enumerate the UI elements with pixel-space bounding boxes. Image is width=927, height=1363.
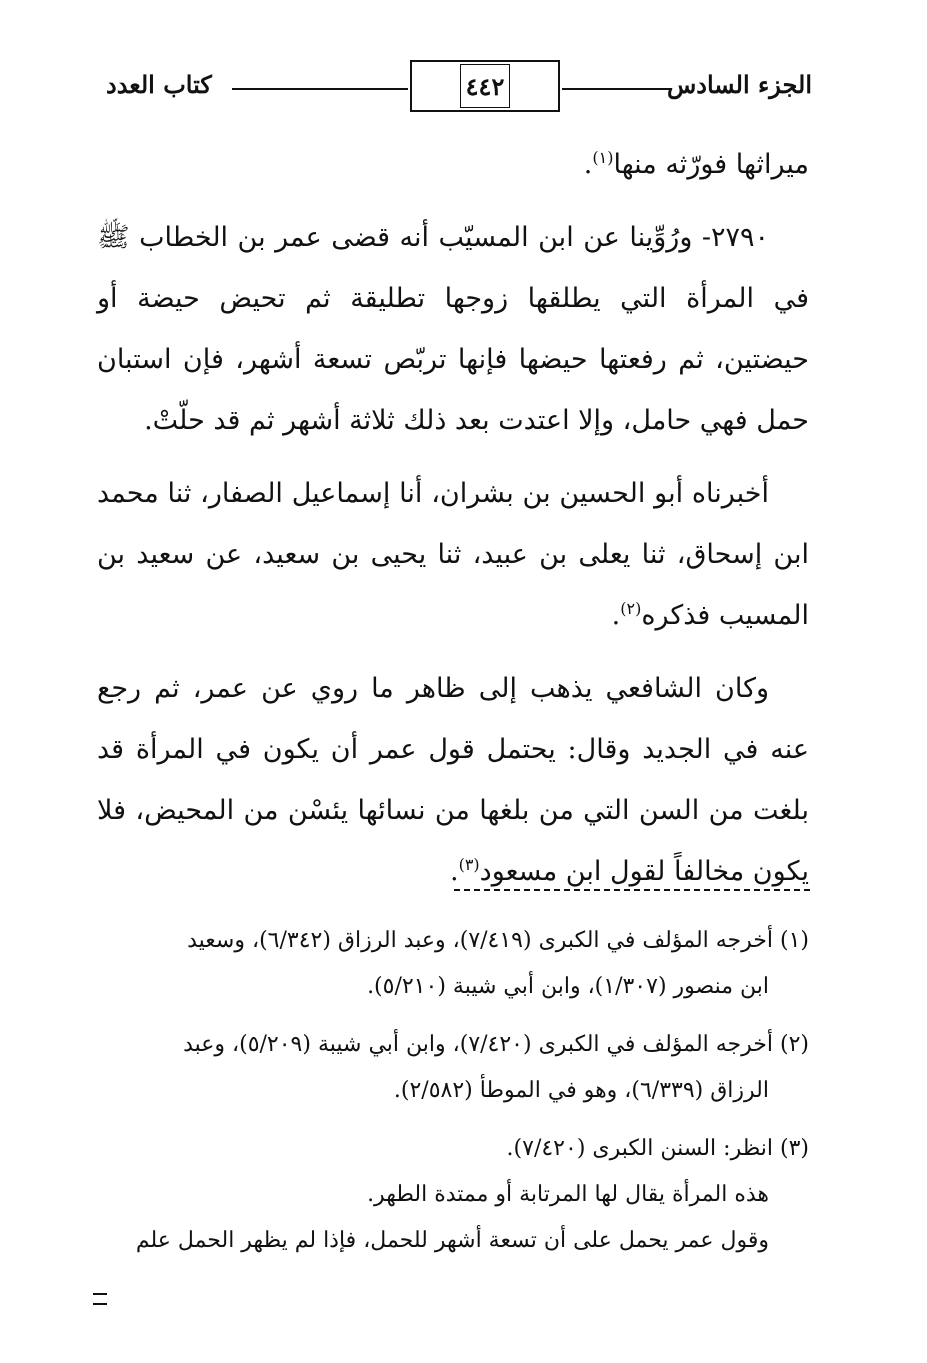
footnote-3: (٣) انظر: السنن الكبرى (٧/٤٢٠). هذه المرأة يقال لها المرتابة أو ممتدة الطهر. وقول عمر يحمل على أن تسعة أشهر للحمل، فإذا لم يظهر الحمل علم: [135, 1136, 809, 1253]
volume-title: الجزء السادس: [666, 70, 812, 99]
continuation-mark: [93, 1293, 107, 1305]
main-text: [97, 134, 809, 914]
footnote-2: (٢) أخرجه المؤلف في الكبرى (٧/٤٢٠)، وابن أبي شيبة (٥/٢٠٩)، وعبد الرزاق (٦/٣٣٩)، وهو في الموطأ (٢/٥٨٢).: [183, 1032, 809, 1103]
footnotes: [97, 918, 809, 1276]
paragraph-continuation: ميراثها فورّثه منها$^{(١)}$.: [583, 148, 809, 180]
footnote-ref-2: (٢): [620, 599, 642, 618]
header-rule-right: [562, 88, 672, 90]
paragraph-hadith-2790: ٢٧٩٠- ورُوِّينا عن ابن المسيّب أنه قضى عمر بن الخطاب ﷺ في المرأة التي يطلقها زوجها تطليقة ثم تحيض حيضة أو حيضتين، ثم رفعتها حيضها فإنها تربّص تسعة أشهر، فإن استبان حمل فهي حامل، وإلا اعتدت بعد ذلك ثلاثة أشهر ثم قد حلّتْ.: [97, 222, 809, 436]
page-header: [92, 52, 812, 122]
book-title: كتاب العدد: [106, 70, 212, 99]
page-number: ٤٤٢: [460, 64, 510, 108]
footnote-separator: [454, 889, 810, 891]
footnote-ref-3: (٣): [458, 855, 480, 874]
footnote-1: (١) أخرجه المؤلف في الكبرى (٧/٤١٩)، وعبد الرزاق (٦/٣٤٢)، وسعيد ابن منصور (١/٣٠٧)، وابن أبي شيبة (٥/٢١٠).: [187, 928, 809, 999]
page-number-frame: [410, 60, 560, 112]
header-rule-left: [232, 88, 408, 90]
paragraph-shafii: وكان الشافعي يذهب إلى ظاهر ما روي عن عمر، ثم رجع عنه في الجديد وقال: يحتمل قول عمر أن يكون في المرأة قد بلغت من السن التي من بلغها من نسائها يئسْن من المحيض، فلا يكون مخالفاً لقول ابن مسعود$^{(٣)}$.: [97, 673, 809, 887]
paragraph-isnad: أخبرناه أبو الحسين بن بشران، أنا إسماعيل الصفار، ثنا محمد ابن إسحاق، ثنا يعلى بن عبيد، ثنا يحيى بن سعيد، عن سعيد بن المسيب فذكره$^{(٢)}$.: [97, 478, 809, 631]
footnote-ref-1: (١): [592, 148, 614, 167]
